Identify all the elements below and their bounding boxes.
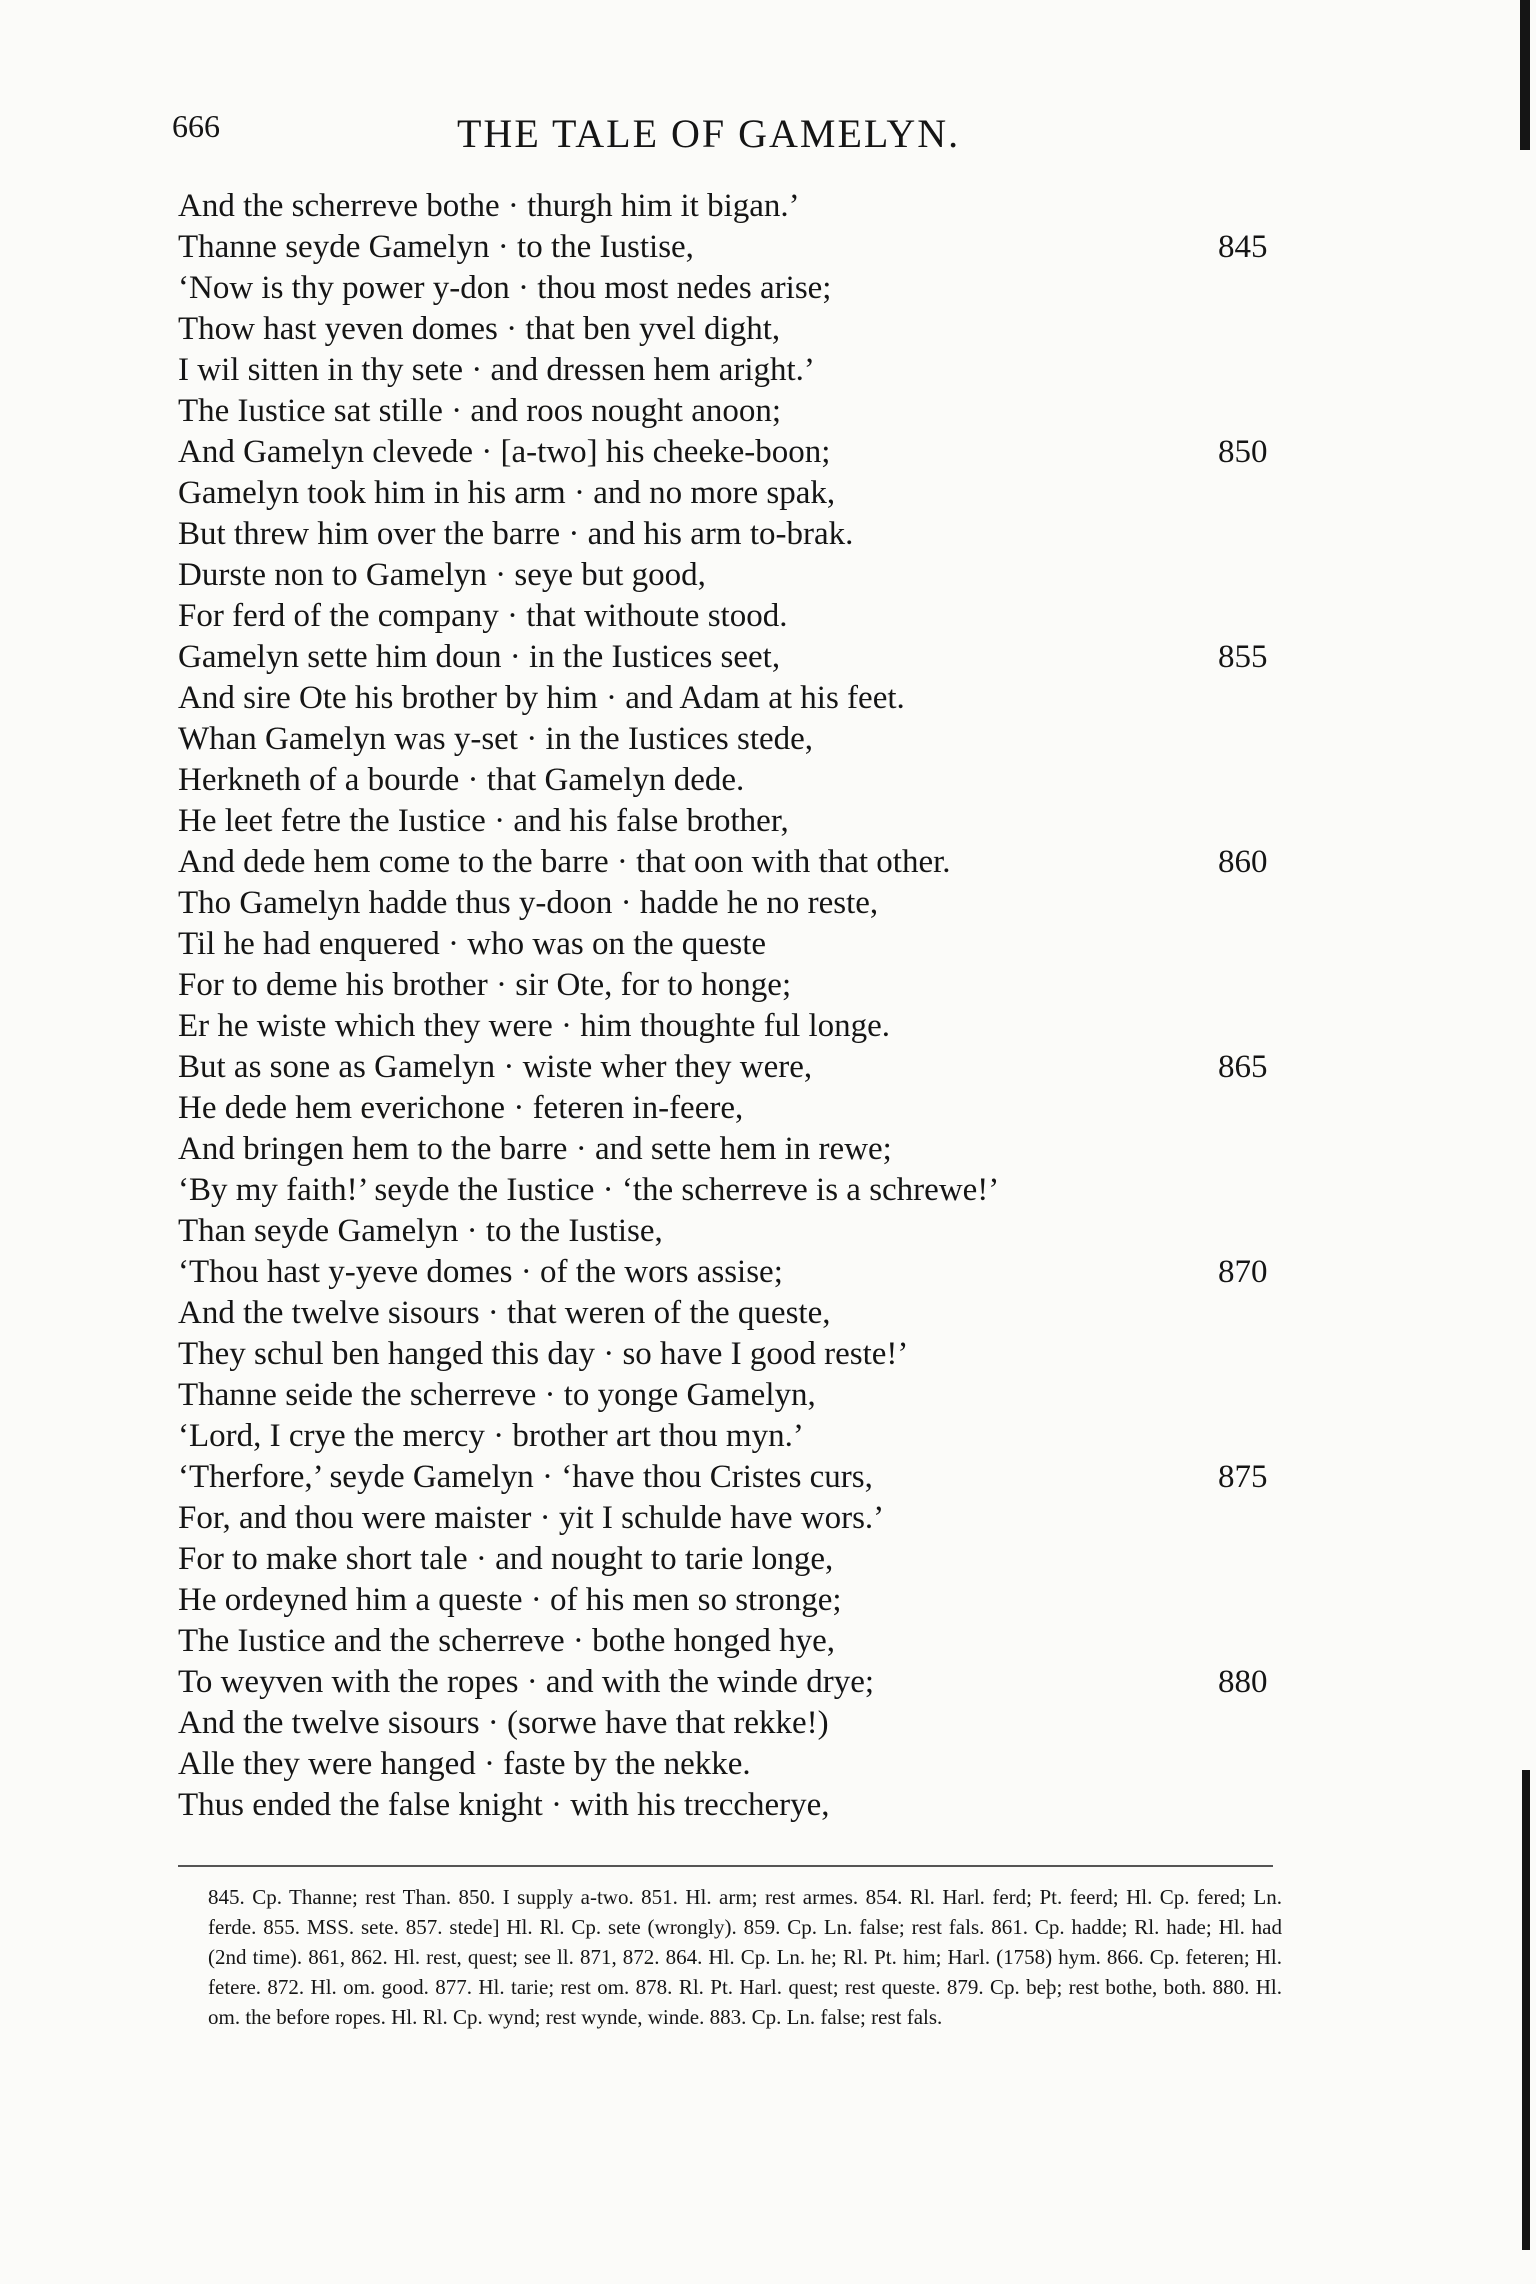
verse-line	[178, 186, 1298, 227]
verse-line	[178, 965, 1298, 1006]
page-edge-shadow	[1520, 0, 1530, 150]
verse-text: For ferd of the company · that withoute stood.	[178, 598, 788, 634]
verse-text: Durste non to Gamelyn · seye but good,	[178, 557, 706, 593]
verse-line	[178, 1170, 1298, 1211]
verse-line	[178, 350, 1298, 391]
verse-text: He leet fetre the Iustice · and his false brother,	[178, 803, 789, 839]
verse-text: The Iustice sat stille · and roos nought anoon;	[178, 393, 782, 429]
verse-line	[178, 1621, 1298, 1662]
verse-line	[178, 555, 1298, 596]
verse-line	[178, 1539, 1298, 1580]
verse-line	[178, 391, 1298, 432]
verse-line	[178, 1457, 1298, 1498]
verse-text: ‘Now is thy power y-don · thou most nedes arise;	[178, 270, 832, 306]
verse-line	[178, 1252, 1298, 1293]
verse-line	[178, 1375, 1298, 1416]
verse-line	[178, 924, 1298, 965]
verse-line	[178, 309, 1298, 350]
verse-line	[178, 227, 1298, 268]
verse-text: And Gamelyn clevede · [a-two] his cheeke-boon;	[178, 434, 831, 470]
page-header	[172, 108, 1012, 168]
verse-text: Thanne seyde Gamelyn · to the Iustise,	[178, 229, 694, 265]
verse-text: But threw him over the barre · and his arm to-brak.	[178, 516, 854, 552]
verse-text: And the scherreve bothe · thurgh him it bigan.’	[178, 188, 800, 224]
line-number: 865	[1218, 1049, 1268, 1085]
verse-line	[178, 1211, 1298, 1252]
verse-text: The Iustice and the scherreve · bothe honged hye,	[178, 1623, 835, 1659]
verse-text: He dede hem everichone · feteren in-feere,	[178, 1090, 744, 1126]
verse-text: Gamelyn sette him doun · in the Iustices seet,	[178, 639, 781, 675]
verse-text: For, and thou were maister · yit I schulde have wors.’	[178, 1500, 885, 1536]
line-number: 860	[1218, 844, 1268, 880]
verse-line	[178, 596, 1298, 637]
verse-text: And bringen hem to the barre · and sette hem in rewe;	[178, 1131, 892, 1167]
verse-text: And sire Ote his brother by him · and Adam at his feet.	[178, 680, 905, 716]
line-number: 875	[1218, 1459, 1268, 1495]
running-title: THE TALE OF GAMELYN.	[457, 111, 961, 156]
verse-line	[178, 1088, 1298, 1129]
verse-text: Er he wiste which they were · him thoughte ful longe.	[178, 1008, 891, 1044]
verse-text: ‘Therfore,’ seyde Gamelyn · ‘have thou Cristes curs,	[178, 1459, 873, 1495]
verse-text: For to make short tale · and nought to tarie longe,	[178, 1541, 834, 1577]
verse-text: Thus ended the false knight · with his treccherye,	[178, 1787, 830, 1823]
verse-text: And the twelve sisours · (sorwe have that rekke!)	[178, 1705, 829, 1741]
line-number: 850	[1218, 434, 1268, 470]
verse-text: And the twelve sisours · that weren of the queste,	[178, 1295, 831, 1331]
verse-line	[178, 1006, 1298, 1047]
verse-line	[178, 678, 1298, 719]
verse-text: ‘Thou hast y-yeve domes · of the wors assise;	[178, 1254, 783, 1290]
verse-text: They schul ben hanged this day · so have I good reste!’	[178, 1336, 909, 1372]
verse-text: I wil sitten in thy sete · and dressen hem aright.’	[178, 352, 815, 388]
verse-line	[178, 473, 1298, 514]
line-number: 870	[1218, 1254, 1268, 1290]
verse-line	[178, 1047, 1298, 1088]
verse-text: But as sone as Gamelyn · wiste wher they were,	[178, 1049, 813, 1085]
verse-text: And dede hem come to the barre · that oon with that other.	[178, 844, 951, 880]
poem-text	[178, 186, 1298, 1826]
verse-text: Than seyde Gamelyn · to the Iustise,	[178, 1213, 663, 1249]
line-number: 845	[1218, 229, 1268, 265]
line-number: 855	[1218, 639, 1268, 675]
verse-line	[178, 1744, 1298, 1785]
verse-text: Whan Gamelyn was y-set · in the Iustices stede,	[178, 721, 814, 757]
verse-line	[178, 432, 1298, 473]
verse-line	[178, 637, 1298, 678]
verse-text: Thanne seide the scherreve · to yonge Gamelyn,	[178, 1377, 816, 1413]
verse-line	[178, 1785, 1298, 1826]
verse-line	[178, 1662, 1298, 1703]
verse-text: He ordeyned him a queste · of his men so stronge;	[178, 1582, 842, 1618]
verse-line	[178, 760, 1298, 801]
verse-line	[178, 1129, 1298, 1170]
verse-text: Gamelyn took him in his arm · and no more spak,	[178, 475, 836, 511]
verse-line	[178, 1416, 1298, 1457]
verse-text: For to deme his brother · sir Ote, for to honge;	[178, 967, 792, 1003]
verse-text: To weyven with the ropes · and with the winde drye;	[178, 1664, 875, 1700]
verse-line	[178, 1334, 1298, 1375]
page-number: 666	[172, 108, 220, 144]
verse-text: Tho Gamelyn hadde thus y-doon · hadde he no reste,	[178, 885, 879, 921]
verse-line	[178, 842, 1298, 883]
line-number: 880	[1218, 1664, 1268, 1700]
verse-line	[178, 801, 1298, 842]
verse-line	[178, 1498, 1298, 1539]
verse-text: Alle they were hanged · faste by the nekke.	[178, 1746, 751, 1782]
verse-line	[178, 514, 1298, 555]
page-edge-shadow	[1522, 1770, 1530, 2250]
footnotes	[208, 1882, 1282, 2032]
verse-line	[178, 883, 1298, 924]
footnote-text: 845. Cp. Thanne; rest Than. 850. I supply a-two. 851. Hl. arm; rest armes. 854. Rl. Harl. ferd; Pt. feerd; Hl. Cp. fered; Ln. ferde. 855. MSS. sete. 857. stede] Hl. Rl. Cp. sete (wrongly). 859. Cp. Ln. false; rest fals. 861. Cp. hadde; Rl. hade; Hl. had (2nd time). 861, 862. Hl. rest, quest; see ll. 871, 872. 864. Hl. Cp. Ln. he; Rl. Pt. him; Harl. (1758) hym. 866. Cp. feteren; Hl. fetere. 872. Hl. om. good. 877. Hl. tarie; rest om. 878. Rl. Pt. Harl. quest; rest queste. 879. Cp. beþ; rest bothe, both. 880. Hl. om. the before ropes. Hl. Rl. Cp. wynd; rest wynde, winde. 883. Cp. Ln. false; rest fals.	[208, 1885, 1282, 2029]
verse-text: Til he had enquered · who was on the queste	[178, 926, 767, 962]
verse-line	[178, 1580, 1298, 1621]
verse-line	[178, 268, 1298, 309]
verse-line	[178, 1293, 1298, 1334]
verse-text: Herkneth of a bourde · that Gamelyn dede.	[178, 762, 745, 798]
verse-line	[178, 1703, 1298, 1744]
verse-text: ‘By my faith!’ seyde the Iustice · ‘the scherreve is a schrewe!’	[178, 1172, 1000, 1208]
verse-text: ‘Lord, I crye the mercy · brother art thou myn.’	[178, 1418, 804, 1454]
verse-text: Thow hast yeven domes · that ben yvel dight,	[178, 311, 781, 347]
footnote-divider	[178, 1865, 1273, 1867]
verse-line	[178, 719, 1298, 760]
